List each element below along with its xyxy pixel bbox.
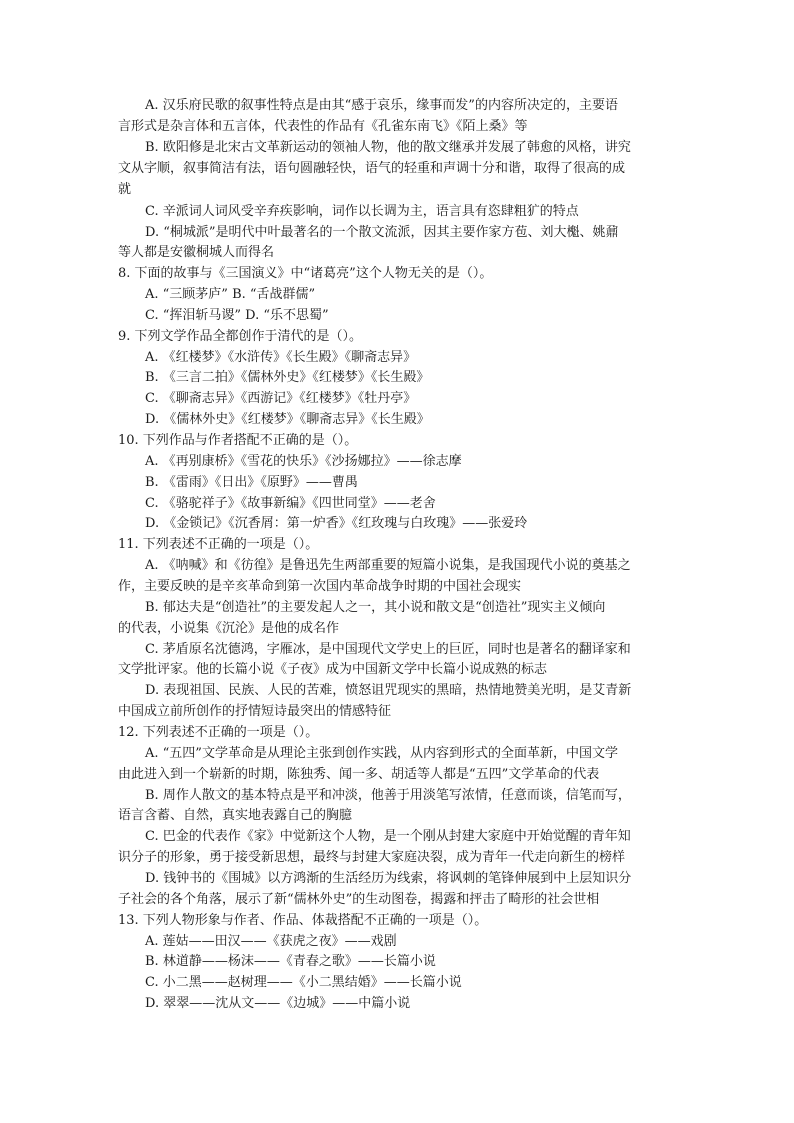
q12-option-a-line1: A. “五四”文学革命是从理论主张到创作实践，从内容到形式的全面革新，中国文学 [145, 746, 618, 761]
q11-option-a-line1: A. 《呐喊》和《彷徨》是鲁迅先生两部重要的短篇小说集，是我国现代小说的奠基之 [145, 558, 631, 573]
q8-options-ab: A. “三顾茅庐” B. “舌战群儒” [145, 287, 316, 302]
q9-option-d: D. 《儒林外史》《红楼梦》《聊斋志异》《长生殿》 [145, 412, 430, 427]
q7-option-d-line1: D. “桐城派”是明代中叶最著名的一个散文流派，因其主要作家方苞、刘大櫆、姚鼐 [145, 225, 619, 240]
q10-option-c: C. 《骆驼祥子》《故事新编》《四世同堂》——老舍 [145, 496, 436, 511]
q13-option-d: D. 翠翠——沈从文——《边城》——中篇小说 [145, 996, 411, 1011]
q11-option-b-line1: B. 郁达夫是“创造社”的主要发起人之一，其小说和散文是“创造社”现实主义倾向 [145, 600, 606, 615]
q12-option-b-line1: B. 周作人散文的基本特点是平和冲淡，他善于用淡笔写浓情，任意而谈，信笔而写， [145, 788, 631, 803]
q11-option-d-line1: D. 表现祖国、民族、人民的苦难，愤怒诅咒现实的黑暗，热情地赞美光明，是艾青新 [145, 683, 632, 698]
q12-option-b-line2: 语言含蓄、自然，真实地表露自己的胸臆 [118, 808, 353, 823]
question-11: 11. 下列表述不正确的一项是（）。 [118, 537, 319, 552]
q13-option-c: C. 小二黑——赵树理——《小二黑结婚》——长篇小说 [145, 975, 462, 990]
q11-option-b-line2: 的代表，小说集《沉沦》是他的成名作 [118, 621, 340, 636]
q7-option-d-line2: 等人都是安徽桐城人而得名 [118, 245, 275, 260]
q13-option-b: B. 林道静——杨沫——《青春之歌》——长篇小说 [145, 954, 436, 969]
question-9: 9. 下列文学作品全都创作于清代的是（）。 [118, 329, 363, 344]
q12-option-a-line2: 由此进入到一个崭新的时期，陈独秀、闻一多、胡适等人都是“五四”文学革命的代表 [118, 767, 600, 782]
q13-option-a: A. 莲姑——田汉——《获虎之夜》——戏剧 [145, 934, 397, 949]
q7-option-b-line2: 文从字顺，叙事简洁有法，语句圆融轻快，语气的轻重和声调十分和谐，取得了很高的成 [118, 161, 626, 176]
q12-option-c-line1: C. 巴金的代表作《家》中觉新这个人物，是一个刚从封建大家庭中开始觉醒的青年知 [145, 829, 631, 844]
q7-option-b-line3: 就 [118, 182, 132, 197]
q12-option-d-line1: D. 钱钟书的《围城》以方鸿渐的生活经历为线索，将讽刺的笔锋伸展到中上层知识分 [145, 871, 632, 886]
q9-option-a: A. 《红楼梦》《水浒传》《长生殿》《聊斋志异》 [145, 350, 417, 365]
question-12: 12. 下列表述不正确的一项是（）。 [118, 725, 319, 740]
q7-option-a-line1: A. 汉乐府民歌的叙事性特点是由其“感于哀乐，缘事而发”的内容所决定的，主要语 [145, 98, 618, 113]
q10-option-d: D. 《金锁记》《沉香屑：第一炉香》《红玫瑰与白玫瑰》——张爱玲 [145, 516, 528, 531]
q10-option-b: B. 《雷雨》《日出》《原野》——曹禺 [145, 475, 358, 490]
q7-option-a-line2: 言形式是杂言体和五言体，代表性的作品有《孔雀东南飞》《陌上桑》等 [118, 119, 528, 134]
question-8: 8. 下面的故事与《三国演义》中“诸葛亮”这个人物无关的是（）。 [118, 266, 493, 281]
q8-options-cd: C. “挥泪斩马谡” D. “乐不思蜀” [145, 308, 329, 323]
q11-option-c-line1: C. 茅盾原名沈德鸿，字雁冰，是中国现代文学史上的巨匠，同时也是著名的翻译家和 [145, 642, 631, 657]
q9-option-c: C. 《聊斋志异》《西游记》《红楼梦》《牡丹亭》 [145, 391, 417, 406]
q10-option-a: A. 《再别康桥》《雪花的快乐》《沙扬娜拉》——徐志摩 [145, 454, 462, 469]
q11-option-d-line2: 中国成立前所创作的抒情短诗最突出的情感特征 [118, 704, 392, 719]
q12-option-c-line2: 识分子的形象，勇于接受新思想，最终与封建大家庭决裂，成为青年一代走向新生的榜样 [118, 850, 626, 865]
q12-option-d-line2: 子社会的各个角落，展示了新“儒林外史”的生动图卷，揭露和抨击了畸形的社会世相 [118, 892, 600, 907]
q9-option-b: B. 《三言二拍》《儒林外史》《红楼梦》《长生殿》 [145, 370, 430, 385]
q7-option-b-line1: B. 欧阳修是北宋古文革新运动的领袖人物，他的散文继承并发展了韩愈的风格，讲究 [145, 140, 631, 155]
q7-option-c: C. 辛派词人词风受辛弃疾影响，词作以长调为主，语言具有恣肆粗犷的特点 [145, 204, 579, 219]
question-13: 13. 下列人物形象与作者、作品、体裁搭配不正确的一项是（）。 [118, 913, 488, 928]
question-10: 10. 下列作品与作者搭配不正确的是（）。 [118, 433, 358, 448]
q11-option-c-line2: 文学批评家。他的长篇小说《子夜》成为中国新文学中长篇小说成熟的标志 [118, 662, 548, 677]
q11-option-a-line2: 作，主要反映的是辛亥革命到第一次国内革命战争时期的中国社会现实 [118, 579, 522, 594]
